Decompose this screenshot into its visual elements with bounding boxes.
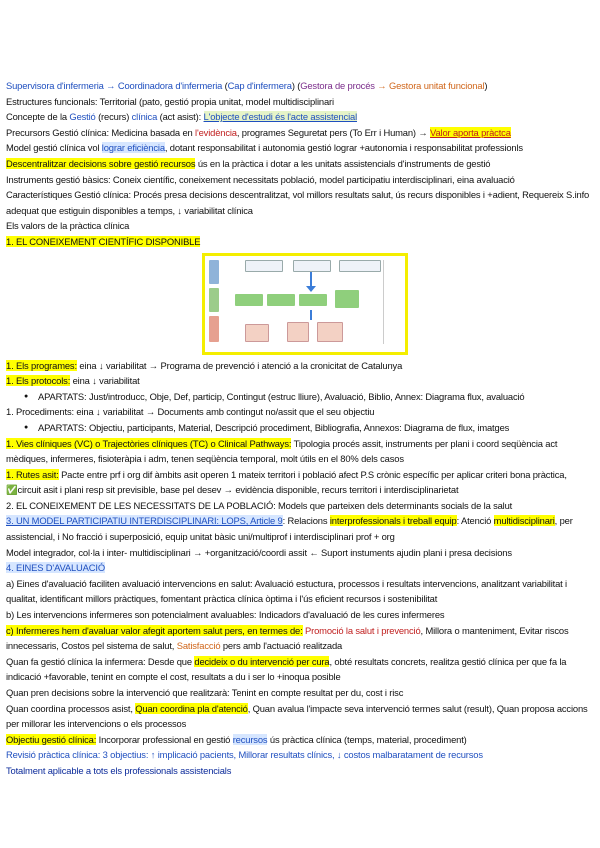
line-instruments: Instruments gestió bàsics: Coneix científic, coneixement necessitats població, model participatiu interdisciplinari, eina avaluació bbox=[6, 173, 515, 185]
line-model-participatiu: 3. UN MODEL PARTICIPATIU INTERDISCIPLINARI: LOPS, Article 9: Relacions interprofessionals i treball equip: Atenció multidisciplinari, per assistencial, i No fracció i superposició, equip unitat bàsic uni/multiprof i interdisciplinari prof + org bbox=[6, 515, 573, 543]
line-quan-decisions: Quan pren decisions sobre la intervenció que realitzarà: Tenint en compte resultat per du, cost i risc bbox=[6, 687, 404, 698]
role-cap: Cap d'infermera bbox=[227, 80, 292, 91]
objecte-estudi-highlight: L'objecte d'estudi és l'acte assistencial bbox=[203, 111, 358, 123]
line-revisio: Revisió pràctica clínica: 3 objectius: ↑ implicació pacients, Millorar resultats clínics, ↓ costos malbaratament de recursos bbox=[6, 749, 483, 761]
line-objectiu: Objectiu gestió clínica: Incorporar professional en gestió recursos ús pràctica clínica (temps, material, procediment) bbox=[6, 733, 467, 745]
line-protocols: 1. Els protocols: eina ↓ variabilitat bbox=[6, 375, 140, 387]
line-aplicable: Totalment aplicable a tots els professionals assistencials bbox=[6, 764, 232, 776]
line-quan-gestio: Quan fa gestió clínica la infermera: Desde que decideix o du intervenció per cura, obté resultats concrets, realitza gestió clínica per que fa la indicació +favorable, tenint en compte el cost, resultats a du i ser lo +inoqua posible bbox=[6, 655, 567, 683]
line-programes: 1. Els programes: eina ↓ variabilitat → Programa de prevenció i atenció a la cronicitat de Catalunya bbox=[6, 359, 403, 371]
line-eines-b: b) Les intervencions infermeres son potencialment avaluables: Indicadors d'avaluació de les cures infermeres bbox=[6, 609, 445, 621]
line-estructures: Estructures funcionals: Territorial (pato, gestió propia unitat, model multidisciplinari bbox=[6, 95, 334, 107]
line-concepte: Concepte de la Gestió (recurs) clínica (act asist): L'objecte d'estudi és l'acte assistencial bbox=[6, 111, 358, 123]
line-vies-cliniques: 1. Vies clíniques (VC) o Trajectòries clíniques (TC) o Clinical Pathways: Tipologia procés assit, instruments per plani i coord seqüència act mèdiques, infermeres, fisioteràpia i adm, tenen seqüència temporal, molt útils en el 80% dels casos bbox=[6, 437, 558, 465]
role-gestora-proces: Gestora de procés bbox=[300, 80, 375, 91]
role-coordinadora: Coordinadora d'infermeria bbox=[117, 80, 223, 91]
heading-coneixement-cientific: 1. EL CONEIXEMENT CIENTÍFIC DISPONIBLE bbox=[6, 235, 201, 247]
check-icon: ✅ bbox=[6, 484, 18, 496]
role-supervisora: Supervisora d'infermeria bbox=[6, 80, 104, 91]
line-rutes-asit: 1. Rutes asit: Pacte entre prf i org dif àmbits asit operen 1 mateix territori i població afect P.S crònic específic per aplicar criteri bona pràctica, ✅circuit asit i plani resp sit previsible, base pel desev → evidència disponible, recurs territori i interdisciplinarietat bbox=[6, 468, 567, 496]
list-item: ● APARTATS: Objectiu, participants, Material, Descripció procediment, Bibliografia, Annexos: Diagrama de flux, imatges bbox=[6, 420, 594, 436]
heading-necessitats: 2. EL CONEIXEMENT DE LES NECESSITATS DE LA POBLACIÓ: Models que parteixen dels determinants socials de la salut bbox=[6, 499, 513, 511]
line-eines-a: a) Eines d'avaluació faciliten avaluació intervencions en salut: Avaluació estuctura, processos i resultats intervencions, analitzant variabilitat i qualitat, identificant millors pràctiques, fomentant pràctica clínica òptima i l'ús eficient recursos i sostenibilitat bbox=[6, 577, 567, 605]
line-descentralitzar: Descentralitzar decisions sobre gestió recursos ús en la pràctica i dotar a les unitats assistencials d'instruments de gestió bbox=[6, 157, 491, 169]
line-precursors: Precursors Gestió clínica: Medicina basada en l'evidència, programes Seguretat pers (To Err i Human) → Valor aporta pràctca bbox=[6, 126, 511, 138]
line-roles: Supervisora d'infermeria → Coordinadora d'infermeria (Cap d'infermera) (Gestora de procés → Gestora unitat funcional) bbox=[6, 80, 488, 91]
line-procediments: 1. Procediments: eina ↓ variabilitat → Documents amb contingut no/assit que el seu objectiu bbox=[6, 406, 375, 418]
flow-diagram-image bbox=[202, 253, 408, 355]
heading-eines-avaluacio: 4. EINES D'AVALUACIÓ bbox=[6, 562, 105, 574]
line-valors: Els valors de la pràctica clínica bbox=[6, 220, 130, 232]
document-page bbox=[6, 78, 594, 779]
line-model-gestio: Model gestió clínica vol lograr eficiència, dotant responsabilitat i autonomia gestió lograr +autonomia i responsabilitat professionls bbox=[6, 142, 523, 154]
line-caracteristiques: Característiques Gestió clínica: Procés presa decisions descentralitzat, vol millors resultats salut, ús recurs disponibles i +adient, Requereix S.info adequat que estiguin disponibles a temps, ↓ variabilitat clínica bbox=[6, 189, 590, 216]
list-item: ● APARTATS: Just/introducc, Obje, Def, particip, Contingut (estruc lliure), Avaluació, Biblio, Annex: Diagrama flux, avaluació bbox=[6, 389, 594, 405]
role-gestora-unitat: Gestora unitat funcional bbox=[388, 80, 485, 91]
valor-aporta-highlight: Valor aporta pràctca bbox=[430, 126, 511, 138]
line-quan-coordina: Quan coordina processos asist, Quan coordina pla d'atenció, Quan avalua l'impacte seva intervenció termes salut (result), Quan proposa accions per millorar les intervencions o els processos bbox=[6, 702, 588, 730]
line-model-integrador: Model integrador, col·la i inter- multidisciplinari → +organització/coordi assit ← Suport instuments ajudin plani i presa decisions bbox=[6, 546, 512, 558]
line-eines-c: c) Infermeres hem d'avaluar valor afegit aportem salut pers, en termes de: Promoció la salut i prevenció, Millora o manteniment, Evitar riscos innecessaris, Costos pel sistema de salut, Satisfacció pers amb l'actuació realitzada bbox=[6, 624, 569, 652]
